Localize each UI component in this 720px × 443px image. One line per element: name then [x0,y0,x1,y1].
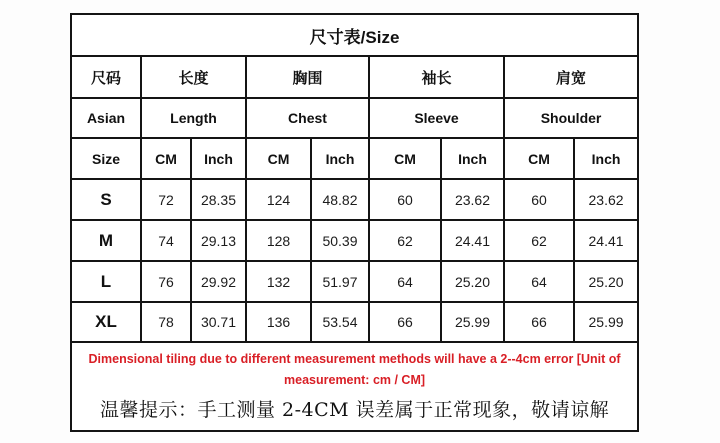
header-length-cn: 长度 [141,56,246,98]
table-row-xl [71,302,638,342]
chinese-header-row [71,56,638,98]
data-cell: 66 [369,302,441,342]
data-cell: 124 [246,179,311,220]
data-cell: 132 [246,261,311,302]
data-cell: 136 [246,302,311,342]
data-cell: 24.41 [574,220,638,261]
unit-header-cell: CM [141,138,191,179]
unit-header-cell: Inch [574,138,638,179]
data-cell: 28.35 [191,179,246,220]
unit-header-cell: Inch [311,138,369,179]
data-cell: 25.99 [574,302,638,342]
header-size-cn: 尺码 [71,56,141,98]
size-cell: S [71,179,141,220]
data-cell: 29.92 [191,261,246,302]
table-row-s [71,179,638,220]
data-cell: 76 [141,261,191,302]
unit-header-cell: CM [369,138,441,179]
data-cell: 64 [504,261,574,302]
data-cell: 48.82 [311,179,369,220]
unit-header-row [71,138,638,179]
data-cell: 78 [141,302,191,342]
size-cell: M [71,220,141,261]
header-chest: Chest [246,98,369,138]
footer-cell [71,342,638,431]
data-cell: 53.54 [311,302,369,342]
header-sleeve-cn: 袖长 [369,56,504,98]
data-cell: 128 [246,220,311,261]
data-cell: 60 [369,179,441,220]
header-length: Length [141,98,246,138]
header-chest-cn: 胸围 [246,56,369,98]
unit-header-cell: Inch [191,138,246,179]
data-cell: 60 [504,179,574,220]
english-header-row [71,98,638,138]
data-cell: 24.41 [441,220,504,261]
data-cell: 72 [141,179,191,220]
data-cell: 29.13 [191,220,246,261]
unit-header-cell: Inch [441,138,504,179]
table-row-l [71,261,638,302]
data-cell: 23.62 [441,179,504,220]
data-cell: 66 [504,302,574,342]
data-cell: 30.71 [191,302,246,342]
data-cell: 23.62 [574,179,638,220]
unit-header-cell: CM [504,138,574,179]
unit-header-cell: Size [71,138,141,179]
title-row [71,14,638,56]
data-cell: 25.20 [574,261,638,302]
size-cell: L [71,261,141,302]
header-asian: Asian [71,98,141,138]
header-shoulder: Shoulder [504,98,638,138]
header-sleeve: Sleeve [369,98,504,138]
measurement-warning-text: Dimensional tiling due to different measurement methods will have a 2--4cm error [Unit of measurement: cm / CM] [88,352,621,388]
table-row-m [71,220,638,261]
footer-row [71,342,638,431]
data-cell: 25.20 [441,261,504,302]
data-cell: 50.39 [311,220,369,261]
data-cell: 62 [369,220,441,261]
table-title: 尺寸表/Size [71,14,638,56]
header-shoulder-cn: 肩宽 [504,56,638,98]
data-cell: 64 [369,261,441,302]
size-cell: XL [71,302,141,342]
size-chart-table [70,13,639,432]
data-cell: 25.99 [441,302,504,342]
data-cell: 62 [504,220,574,261]
data-cell: 51.97 [311,261,369,302]
friendly-reminder-text: 温馨提示：手工测量 2-4CM 误差属于正常现象，敬请谅解 [99,398,610,421]
unit-header-cell: CM [246,138,311,179]
data-cell: 74 [141,220,191,261]
